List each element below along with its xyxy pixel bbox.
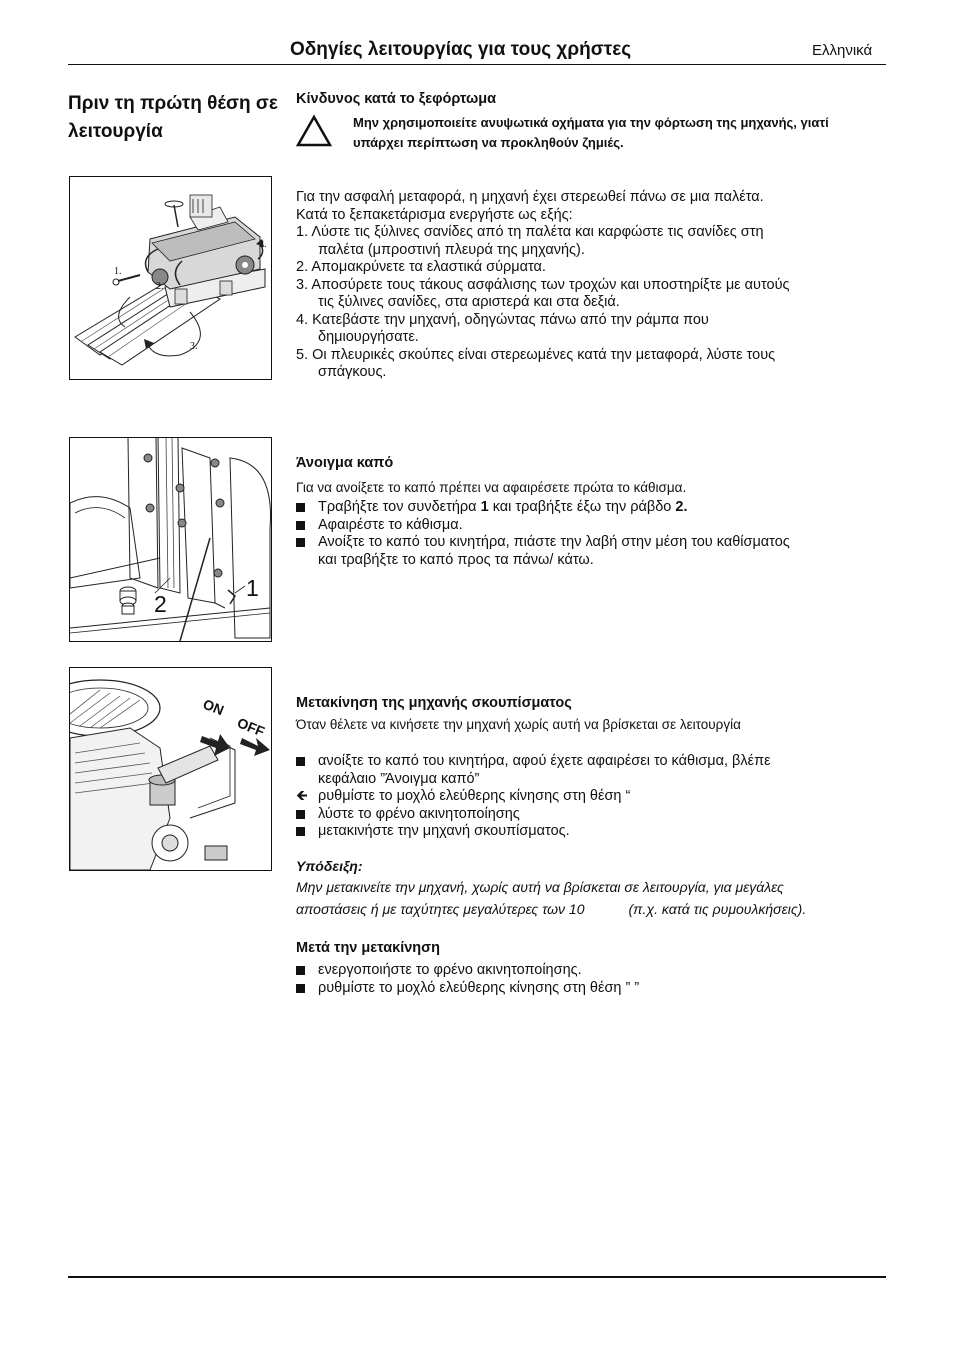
list-item: ανοίξτε το καπό του κινητήρα, αφού έχετε αφαιρέσει το κάθισμα, βλέπε κεφάλαιο ”Άνοιγμα καπό” xyxy=(296,753,888,788)
unloading-heading: Κίνδυνος κατά το ξεφόρτωμα xyxy=(296,91,497,107)
unloading-figure xyxy=(69,176,272,380)
bullet-square-icon xyxy=(296,538,305,547)
list-item: ρυθμίστε το μοχλό ελεύθερης κίνησης στη θέση ” ” xyxy=(296,980,888,998)
bullet-square-icon xyxy=(296,810,305,819)
bullet-square-icon xyxy=(296,521,305,530)
page-title: Οδηγίες λειτουργίας για τους χρήστες xyxy=(290,39,632,60)
language-label: Ελληνικά xyxy=(812,42,873,59)
hood-figure xyxy=(69,437,272,642)
figure-label-2-left: 2. xyxy=(156,281,164,292)
hood-intro: Για να ανοίξετε το καπό πρέπει να αφαιρέσετε πρώτα το κάθισμα. xyxy=(296,480,687,495)
intro-line-1: Για την ασφαλή μεταφορά, η μηχανή έχει στερεωθεί πάνω σε μια παλέτα. xyxy=(296,189,764,205)
step-2: 2. Απομακρύνετε τα ελαστικά σύρματα. xyxy=(296,259,546,275)
off-label: OFF xyxy=(235,714,267,740)
header-divider xyxy=(68,64,886,65)
footer-divider xyxy=(68,1276,886,1278)
step-5-cont: σπάγκους. xyxy=(318,364,387,380)
moving-heading: Μετακίνηση της μηχανής σκουπίσματος xyxy=(296,695,572,711)
unloading-warning: Μην χρησιμοποιείτε ανυψωτικά οχήματα για την φόρτωση της μηχανής, γιατί υπάρχει περίπτωση να προκληθούν ζημιές. xyxy=(353,115,829,150)
bullet-square-icon xyxy=(296,966,305,975)
bullet-square-icon xyxy=(296,503,305,512)
after-heading: Μετά την μετακίνηση xyxy=(296,940,440,956)
arrow-left-icon: 🡸 xyxy=(296,788,308,804)
note-label: Υπόδειξη: xyxy=(296,858,363,874)
moving-intro: Όταν θέλετε να κινήσετε την μηχανή χωρίς αυτή να βρίσκεται σε λειτουργία xyxy=(296,717,741,732)
list-item: Αφαιρέστε το κάθισμα. xyxy=(296,517,888,535)
figure-label-clip: 1 xyxy=(246,575,259,601)
step-3-cont: τις ξύλινες σανίδες, στα αριστερά και στα δεξιά. xyxy=(318,294,620,310)
warning-triangle-icon xyxy=(296,114,332,148)
list-item: 🡸 ρυθμίστε το μοχλό ελεύθερης κίνησης στη θέση “ xyxy=(296,788,631,804)
note-line-1: Μην μετακινείτε την μηχανή, χωρίς αυτή να βρίσκεται σε λειτουργία, για μεγάλες xyxy=(296,879,784,895)
figure-label-2-right: 2. xyxy=(259,239,267,250)
list-item: λύστε το φρένο ακινητοποίησης xyxy=(296,806,888,824)
figure-label-rod: 2 xyxy=(154,591,167,617)
step-1: 1. Λύστε τις ξύλινες σανίδες από τη παλέτα και καρφώστε τις σανίδες στη xyxy=(296,224,764,240)
step-4-cont: δημιουργήσατε. xyxy=(318,329,419,345)
step-3: 3. Αποσύρετε τους τάκους ασφάλισης των τροχών και υποστηρίξτε με αυτούς xyxy=(296,276,790,293)
section-title: Πριν τη πρώτη θέση σε λειτουργία xyxy=(68,93,278,142)
step-1-cont: παλέτα (μπροστινή πλευρά της μηχανής). xyxy=(318,241,585,258)
moving-steps-list xyxy=(296,753,888,841)
freewheel-illustration xyxy=(70,668,271,870)
bullet-square-icon xyxy=(296,827,305,836)
step-4: 4. Κατεβάστε την μηχανή, οδηγώντας πάνω από την ράμπα που xyxy=(296,311,709,328)
hood-heading: Άνοιγμα καπό xyxy=(296,455,394,471)
list-item: μετακινήστε την μηχανή σκουπίσματος. xyxy=(296,823,888,841)
figure-label-3: 3. xyxy=(190,341,198,352)
intro-line-2: Κατά το ξεπακετάρισμα ενεργήστε ως εξής: xyxy=(296,206,573,223)
note-text xyxy=(296,876,888,920)
bullet-square-icon xyxy=(296,757,305,766)
after-steps-list xyxy=(296,962,888,997)
list-item: Τραβήξτε τον συνδετήρα 1 και τραβήξτε έξω την ράβδο 2. xyxy=(296,499,888,517)
figure-label-1: 1. xyxy=(114,266,122,277)
hood-steps-list xyxy=(296,499,888,569)
freewheel-figure xyxy=(69,667,272,871)
hood-illustration xyxy=(70,438,271,641)
list-item: Ανοίξτε το καπό του κινητήρα, πιάστε την λαβή στην μέση του καθίσματος και τραβήξτε το καπό προς τα πάνω/ κάτω. xyxy=(296,534,888,569)
on-label: ON xyxy=(200,695,227,719)
bullet-square-icon xyxy=(296,984,305,993)
unloading-illustration xyxy=(70,177,271,379)
unpacking-instructions xyxy=(296,189,888,382)
note-line-2: αποστάσεις ή με ταχύτητες μεγαλύτερες των 10 (π.χ. κατά τις ρυμουλκήσεις). xyxy=(296,901,807,917)
list-item: ενεργοποιήστε το φρένο ακινητοποίησης. xyxy=(296,962,888,980)
step-5: 5. Οι πλευρικές σκούπες είναι στερεωμένες κατά την μεταφορά, λύστε τους xyxy=(296,346,776,363)
